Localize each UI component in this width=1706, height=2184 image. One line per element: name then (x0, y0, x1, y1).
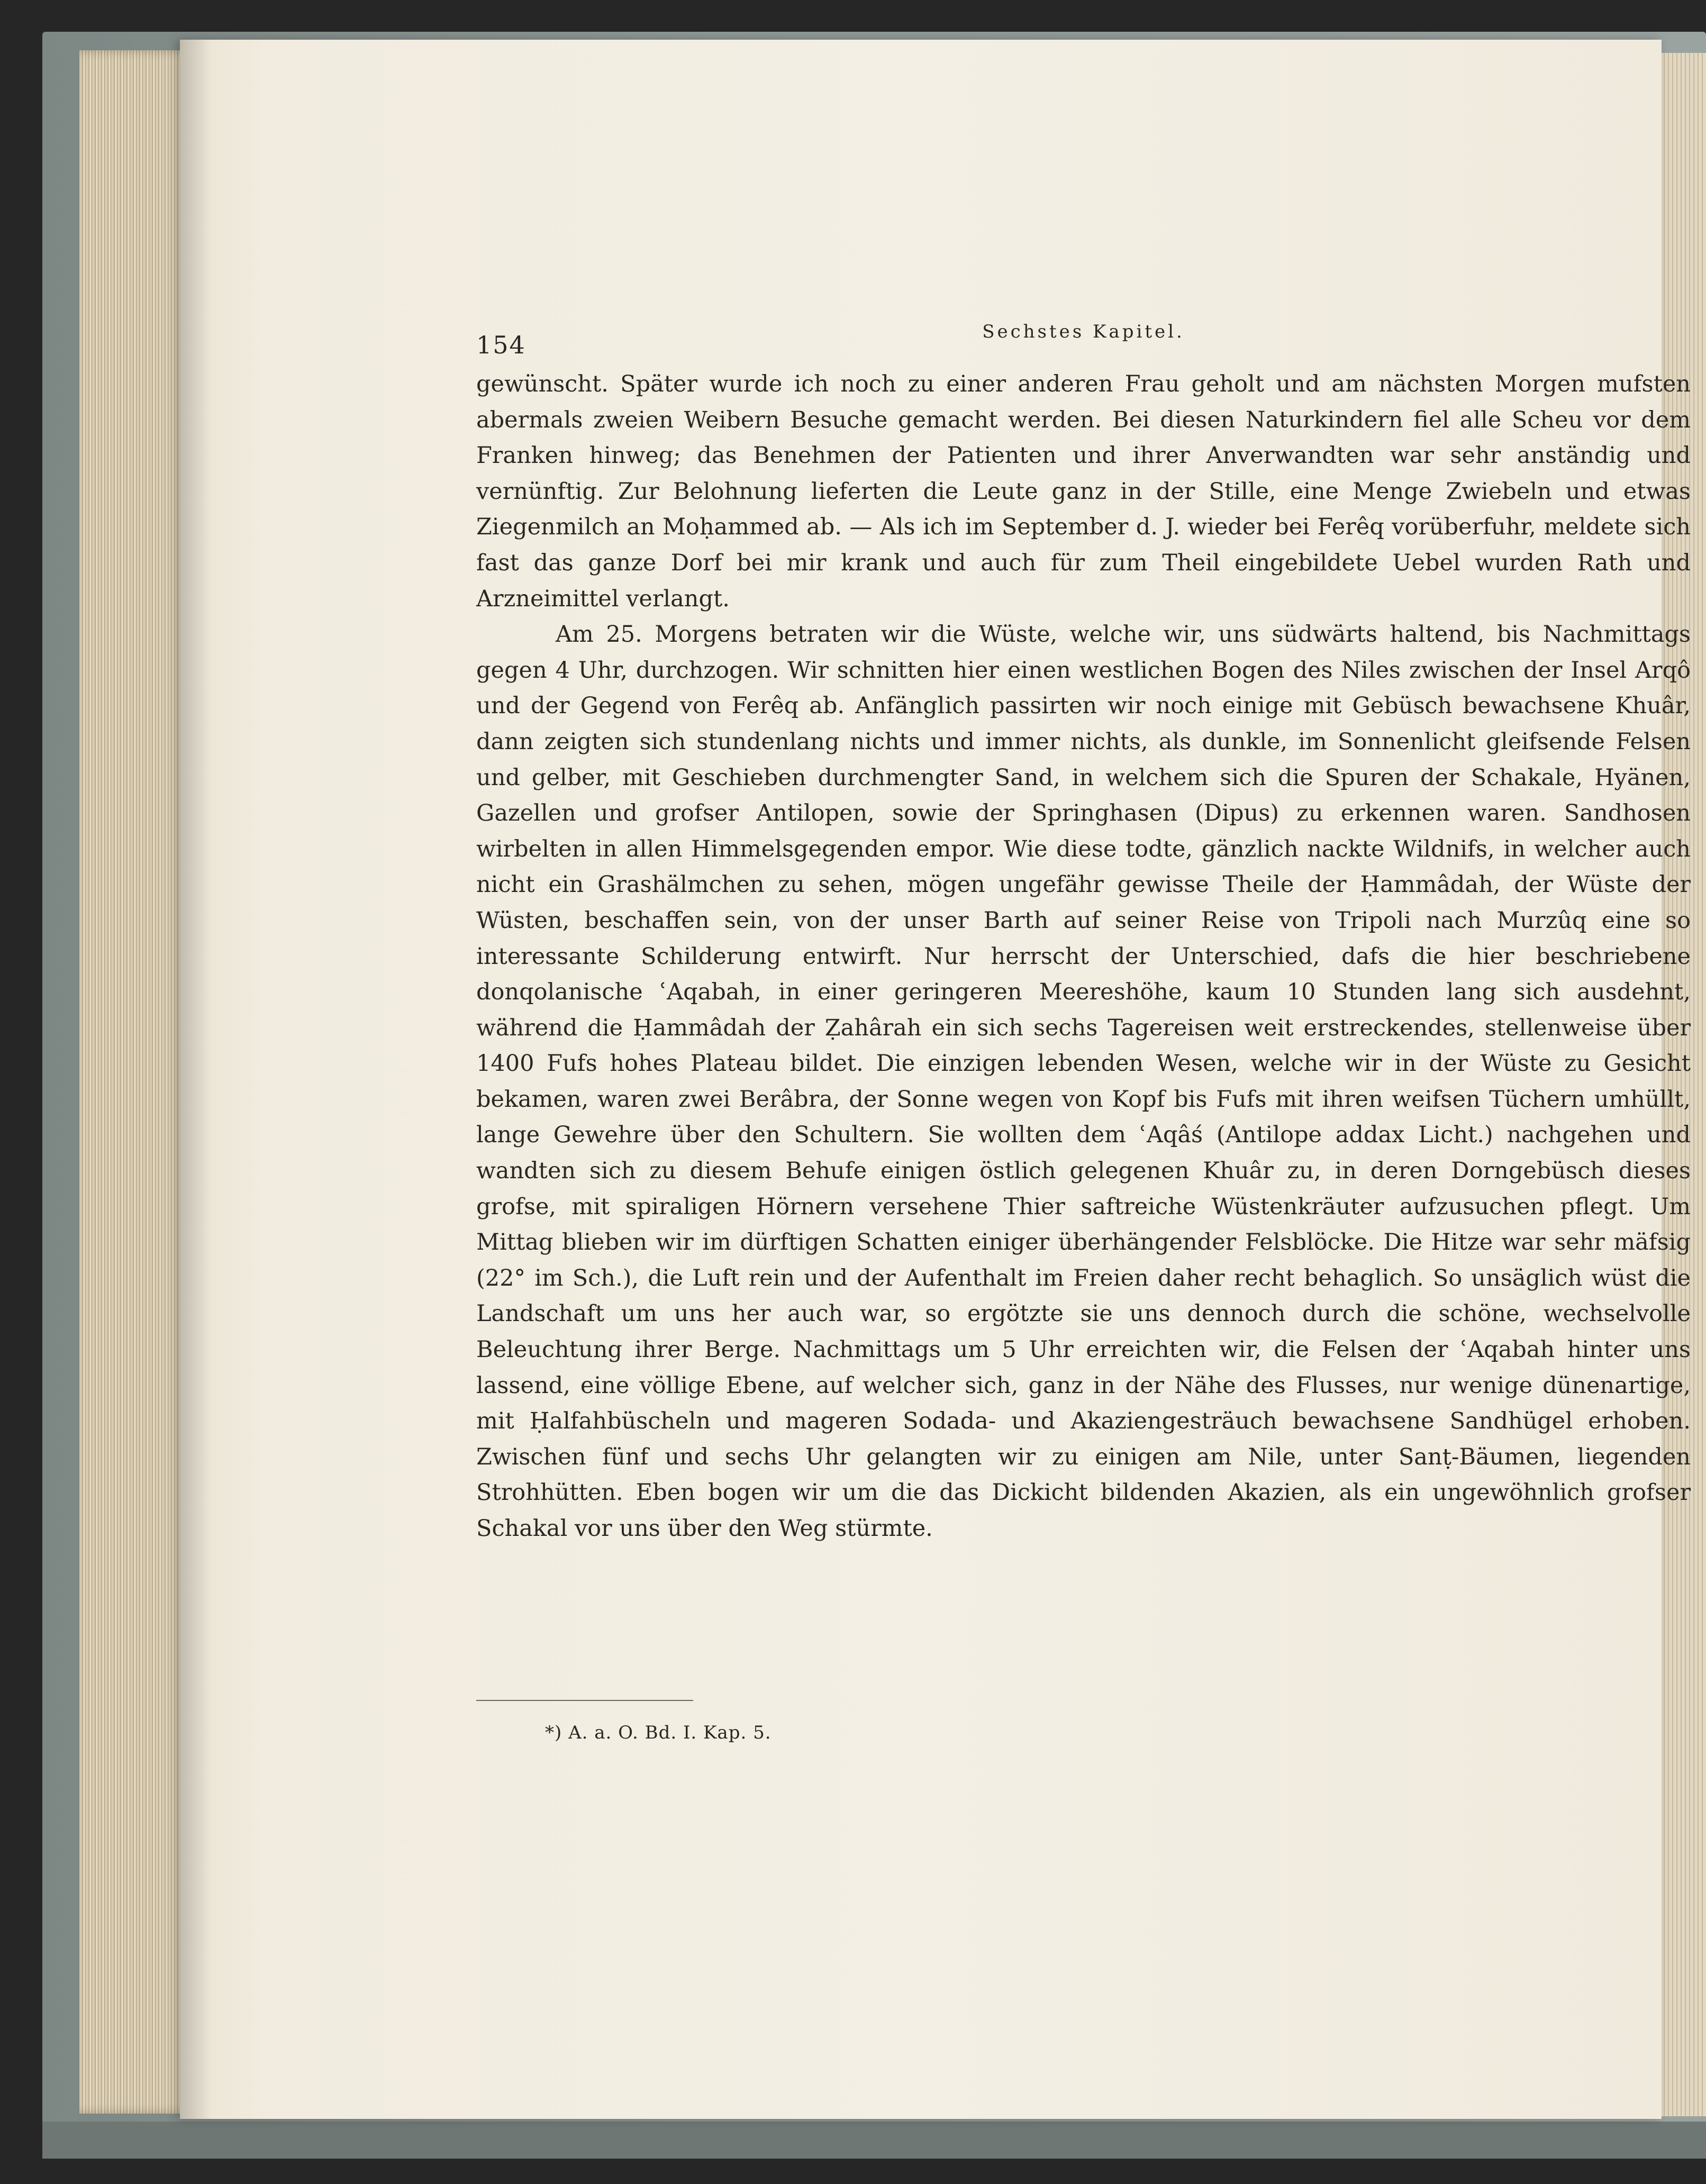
paragraph-1: gewünscht. Später wurde ich noch zu einer anderen Frau geholt und am nächsten Morgen mufsten abermals zweien Weibern Besuche gemacht werden. Bei diesen Naturkindern fiel alle Scheu vor dem Franken hinweg; das Benehmen der Patienten und ihrer Anverwandten war sehr anständig und vernünftig. Zur Belohnung lieferten die Leute ganz in der Stille, eine Menge Zwiebeln und etwas Ziegenmilch an Moḥammed ab. — Als ich im September d. J. wieder bei Ferêq vorüberfuhr, meldete sich fast das ganze Dorf bei mir krank und auch für zum Theil eingebildete Uebel wurden Rath und Arzneimittel verlangt. (476, 371, 1691, 612)
book-page (180, 40, 1691, 2119)
footnote: *) A. a. O. Bd. I. Kap. 5. (545, 1722, 772, 1743)
book-cover-edge (42, 2122, 1706, 2159)
page-number: 154 (476, 331, 526, 359)
running-head (476, 310, 1691, 359)
gutter-shadow (180, 40, 212, 2119)
chapter-title: Sechstes Kapitel. (982, 321, 1185, 342)
body-text (476, 367, 1691, 1547)
footnote-rule (476, 1700, 693, 1701)
paragraph-2: Am 25. Morgens betraten wir die Wüste, welche wir, uns südwärts haltend, bis Nachmittags gegen 4 Uhr, durchzogen. Wir schnitten hier einen westlichen Bogen des Niles zwischen der Insel Arqô und der Gegend von Ferêq ab. Anfänglich passirten wir noch einige mit Gebüsch bewachsene Khuâr, dann zeigten sich stundenlang nichts und immer nichts, als dunkle, im Sonnenlicht gleifsende Felsen und gelber, mit Geschieben durchmengter Sand, in welchem sich die Spuren der Schakale, Hyänen, Gazellen und grofser Antilopen, sowie der Springhasen (Dipus) zu erkennen waren. Sandhosen wirbelten in allen Himmelsgegenden empor. Wie diese todte, gänzlich nackte Wildnifs, in welcher auch nicht ein Grashälmchen zu sehen, mögen ungefähr gewisse Theile der Ḥammâdah, der Wüste der Wüsten, beschaffen sein, von der unser Barth auf seiner Reise von Tripoli nach Murzûq eine so interessante Schilderung entwirft. Nur herrscht der Unterschied, dafs die hier beschriebene donqolanische ʿAqabah, in einer geringeren Meereshöhe, kaum 10 Stunden lang sich ausdehnt, während die Ḥammâdah der Ẓahârah ein sich sechs Tagereisen weit erstreckendes, stellenweise über 1400 Fufs hohes Plateau bildet. Die einzigen lebenden Wesen, welche wir in der Wüste zu Gesicht bekamen, waren zwei Berâbra, der Sonne wegen von Kopf bis Fufs mit ihren weifsen Tüchern umhüllt, lange Gewehre über den Schultern. Sie wollten dem ʿAqâś (Antilope addax Licht.) nachgehen und wandten sich zu diesem Behufe einigen östlich gelegenen Khuâr zu, in deren Dorngebüsch dieses grofse, mit spiraligen Hörnern versehene Thier saftreiche Wüstenkräuter aufzusuchen pflegt. Um Mittag blieben wir im dürftigen Schatten einiger überhängender Felsblöcke. Die Hitze war sehr mäfsig (22° im Sch.), die Luft rein und der Aufenthalt im Freien daher recht behaglich. So unsäglich wüst die Landschaft um uns her auch war, so ergötzte sie uns dennoch durch die schöne, wechselvolle Beleuchtung ihrer Berge. Nachmittags um 5 Uhr erreichten wir, die Felsen der ʿAqabah hinter uns lassend, eine völlige Ebene, auf welcher sich, ganz in der Nähe des Flusses, nur wenige dünenartige, mit Ḥalfahbüscheln und mageren Sodada- und Akaziengesträuch bewachsene Sandhügel erhoben. Zwischen fünf und sechs Uhr gelangten wir zu einigen am Nile, unter Sanṭ-Bäumen, liegenden Strohhütten. Eben bogen wir um die das Dickicht bildenden Akazien, als ein ungewöhnlich grofser Schakal vor uns über den Weg stürmte. (476, 621, 1691, 1542)
